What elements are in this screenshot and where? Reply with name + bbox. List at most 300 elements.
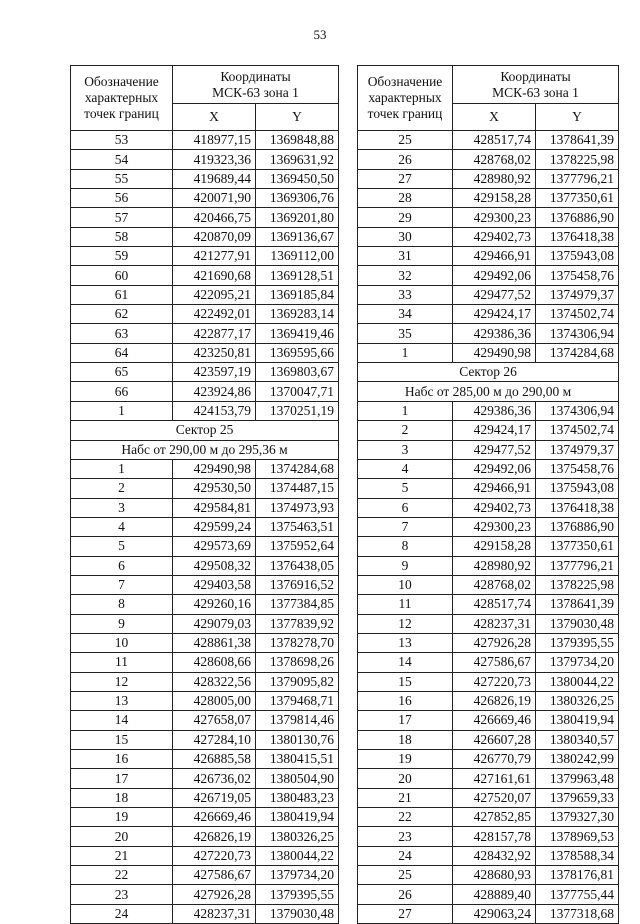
x-coordinate-cell: 429492,06: [453, 459, 536, 478]
coordinates-table-left: [70, 65, 339, 924]
y-coordinate-cell: 1375463,51: [256, 517, 339, 536]
x-coordinate-cell: 429424,17: [453, 421, 536, 440]
x-coordinate-cell: 426736,02: [173, 769, 256, 788]
y-coordinate-cell: 1377839,92: [256, 614, 339, 633]
x-coordinate-cell: 429386,36: [453, 401, 536, 420]
point-number-cell: 21: [71, 846, 173, 865]
point-number-cell: 65: [71, 363, 173, 382]
x-coordinate-cell: 429158,28: [453, 189, 536, 208]
coordinates-header-title: Координаты: [220, 68, 291, 84]
x-coordinate-cell: 429599,24: [173, 517, 256, 536]
point-number-cell: 12: [71, 672, 173, 691]
table-row: [71, 653, 339, 672]
y-coordinate-cell: 1374306,94: [536, 324, 619, 343]
point-number-cell: 32: [358, 266, 453, 285]
section-row: [71, 421, 339, 440]
y-coordinate-cell: 1374979,37: [536, 440, 619, 459]
point-number-cell: 9: [358, 556, 453, 575]
x-coordinate-cell: 429386,36: [453, 324, 536, 343]
x-coordinate-cell: 426669,46: [453, 711, 536, 730]
section-label: Сектор 26: [358, 363, 619, 382]
point-number-cell: 5: [71, 537, 173, 556]
x-coordinate-cell: 422492,01: [173, 305, 256, 324]
x-coordinate-cell: 428861,38: [173, 633, 256, 652]
y-coordinate-cell: 1378176,81: [536, 866, 619, 885]
x-coordinate-cell: 429490,98: [453, 343, 536, 362]
y-coordinate-cell: 1370251,19: [256, 401, 339, 420]
table-row: [71, 691, 339, 710]
x-coordinate-cell: 429424,17: [453, 305, 536, 324]
y-coordinate-cell: 1380044,22: [536, 672, 619, 691]
point-number-cell: 12: [358, 614, 453, 633]
point-number-cell: 18: [71, 788, 173, 807]
y-coordinate-cell: 1379395,55: [536, 633, 619, 652]
y-coordinate-cell: 1374284,68: [536, 343, 619, 362]
table-row: [358, 904, 619, 923]
y-coordinate-cell: 1377796,21: [536, 169, 619, 188]
point-number-cell: 28: [358, 189, 453, 208]
y-coordinate-cell: 1376418,38: [536, 227, 619, 246]
x-coordinate-cell: 422877,17: [173, 324, 256, 343]
point-number-cell: 3: [71, 498, 173, 517]
table-row: [358, 150, 619, 169]
point-number-cell: 15: [71, 730, 173, 749]
point-number-cell: 29: [358, 208, 453, 227]
table-row: [71, 401, 339, 420]
x-coordinate-cell: 423924,86: [173, 382, 256, 401]
y-coordinate-cell: 1374979,37: [536, 285, 619, 304]
x-coordinate-cell: 428432,92: [453, 846, 536, 865]
table-row: [358, 517, 619, 536]
x-coordinate-cell: 426719,05: [173, 788, 256, 807]
y-coordinate-cell: 1375952,64: [256, 537, 339, 556]
x-header: X: [173, 104, 256, 131]
y-coordinate-cell: 1379395,55: [256, 885, 339, 904]
x-coordinate-cell: 427161,61: [453, 769, 536, 788]
point-number-cell: 6: [71, 556, 173, 575]
section-label: Набс от 290,00 м до 295,36 м: [71, 440, 339, 459]
y-coordinate-cell: 1378641,39: [536, 131, 619, 150]
point-number-cell: 21: [358, 788, 453, 807]
table-row: [71, 769, 339, 788]
x-coordinate-cell: 426770,79: [453, 750, 536, 769]
table-row: [358, 440, 619, 459]
point-number-cell: 26: [358, 885, 453, 904]
point-number-cell: 60: [71, 266, 173, 285]
y-coordinate-cell: 1379734,20: [256, 866, 339, 885]
y-coordinate-cell: 1376886,90: [536, 517, 619, 536]
x-coordinate-cell: 429508,32: [173, 556, 256, 575]
x-coordinate-cell: 429300,23: [453, 208, 536, 227]
table-row: [358, 266, 619, 285]
y-coordinate-cell: 1369631,92: [256, 150, 339, 169]
point-number-cell: 19: [358, 750, 453, 769]
x-coordinate-cell: 427586,67: [453, 653, 536, 672]
x-coordinate-cell: 429530,50: [173, 479, 256, 498]
table-row: [71, 750, 339, 769]
y-coordinate-cell: 1376916,52: [256, 575, 339, 594]
header-row: [71, 66, 339, 104]
point-number-cell: 1: [71, 401, 173, 420]
point-number-cell: 6: [358, 498, 453, 517]
table-row: [71, 459, 339, 478]
table-row: [71, 479, 339, 498]
x-coordinate-cell: 429402,73: [453, 498, 536, 517]
table-row: [358, 421, 619, 440]
table-row: [358, 866, 619, 885]
y-coordinate-cell: 1378225,98: [536, 150, 619, 169]
point-number-cell: 13: [71, 691, 173, 710]
table-row: [71, 711, 339, 730]
point-number-cell: 27: [358, 904, 453, 923]
table-row: [71, 904, 339, 923]
y-coordinate-cell: 1379659,33: [536, 788, 619, 807]
table-row: [358, 459, 619, 478]
table-row: [358, 537, 619, 556]
point-number-cell: 4: [358, 459, 453, 478]
point-number-cell: 26: [358, 150, 453, 169]
x-coordinate-cell: 422095,21: [173, 285, 256, 304]
point-number-cell: 64: [71, 343, 173, 362]
section-row: [71, 440, 339, 459]
point-number-cell: 7: [71, 575, 173, 594]
y-coordinate-cell: 1369848,88: [256, 131, 339, 150]
point-designation-header: Обозначение характерных точек границ: [71, 66, 173, 131]
table-row: [358, 479, 619, 498]
coordinates-header: [173, 66, 339, 104]
x-coordinate-cell: 427220,73: [453, 672, 536, 691]
x-coordinate-cell: 427926,28: [453, 633, 536, 652]
table-row: [358, 575, 619, 594]
x-coordinate-cell: 428157,78: [453, 827, 536, 846]
y-coordinate-cell: 1377384,85: [256, 595, 339, 614]
y-coordinate-cell: 1375943,08: [536, 247, 619, 266]
point-number-cell: 34: [358, 305, 453, 324]
y-coordinate-cell: 1379814,46: [256, 711, 339, 730]
y-coordinate-cell: 1379963,48: [536, 769, 619, 788]
coordinates-header-system: МСК-63 зона 1: [492, 84, 579, 100]
y-coordinate-cell: 1375458,76: [536, 266, 619, 285]
x-coordinate-cell: 424153,79: [173, 401, 256, 420]
table-row: [71, 498, 339, 517]
table-row: [358, 769, 619, 788]
table-row: [358, 653, 619, 672]
point-number-cell: 8: [358, 537, 453, 556]
x-coordinate-cell: 429466,91: [453, 247, 536, 266]
y-coordinate-cell: 1380340,57: [536, 730, 619, 749]
x-coordinate-cell: 429063,24: [453, 904, 536, 923]
table-row: [358, 730, 619, 749]
point-number-cell: 9: [71, 614, 173, 633]
table-row: [71, 595, 339, 614]
table-row: [71, 808, 339, 827]
point-number-cell: 4: [71, 517, 173, 536]
coordinates-header-system: МСК-63 зона 1: [212, 84, 299, 100]
point-number-cell: 11: [71, 653, 173, 672]
x-coordinate-cell: 419689,44: [173, 169, 256, 188]
table-row: [358, 169, 619, 188]
table-row: [71, 208, 339, 227]
point-number-cell: 63: [71, 324, 173, 343]
table-row: [358, 827, 619, 846]
x-coordinate-cell: 420870,09: [173, 227, 256, 246]
point-number-cell: 24: [71, 904, 173, 923]
point-number-cell: 27: [358, 169, 453, 188]
point-number-cell: 22: [358, 808, 453, 827]
table-right-body: [358, 66, 619, 924]
y-coordinate-cell: 1369306,76: [256, 189, 339, 208]
y-coordinate-cell: 1379734,20: [536, 653, 619, 672]
y-coordinate-cell: 1377755,44: [536, 885, 619, 904]
x-coordinate-cell: 420466,75: [173, 208, 256, 227]
y-coordinate-cell: 1369450,50: [256, 169, 339, 188]
table-row: [71, 363, 339, 382]
y-coordinate-cell: 1378588,34: [536, 846, 619, 865]
table-row: [71, 788, 339, 807]
x-coordinate-cell: 428517,74: [453, 595, 536, 614]
y-coordinate-cell: 1378225,98: [536, 575, 619, 594]
y-coordinate-cell: 1380326,25: [256, 827, 339, 846]
y-coordinate-cell: 1379030,48: [256, 904, 339, 923]
x-coordinate-cell: 429492,06: [453, 266, 536, 285]
table-row: [358, 401, 619, 420]
y-coordinate-cell: 1369803,67: [256, 363, 339, 382]
table-row: [71, 305, 339, 324]
x-coordinate-cell: 429490,98: [173, 459, 256, 478]
section-row: [358, 363, 619, 382]
table-row: [71, 537, 339, 556]
y-header: Y: [536, 104, 619, 131]
y-coordinate-cell: 1369283,14: [256, 305, 339, 324]
x-coordinate-cell: 429079,03: [173, 614, 256, 633]
point-number-cell: 56: [71, 189, 173, 208]
section-row: [358, 382, 619, 401]
section-label: Набс от 285,00 м до 290,00 м: [358, 382, 619, 401]
point-number-cell: 1: [358, 401, 453, 420]
table-row: [358, 846, 619, 865]
table-row: [71, 266, 339, 285]
y-coordinate-cell: 1380044,22: [256, 846, 339, 865]
y-coordinate-cell: 1377350,61: [536, 537, 619, 556]
y-coordinate-cell: 1380419,94: [536, 711, 619, 730]
point-number-cell: 66: [71, 382, 173, 401]
table-row: [71, 885, 339, 904]
point-number-cell: 61: [71, 285, 173, 304]
table-row: [71, 517, 339, 536]
y-coordinate-cell: 1379030,48: [536, 614, 619, 633]
section-label: Сектор 25: [71, 421, 339, 440]
x-coordinate-cell: 427284,10: [173, 730, 256, 749]
x-coordinate-cell: 419323,36: [173, 150, 256, 169]
table-row: [358, 227, 619, 246]
point-number-cell: 62: [71, 305, 173, 324]
y-coordinate-cell: 1380419,94: [256, 808, 339, 827]
point-number-cell: 20: [71, 827, 173, 846]
x-coordinate-cell: 428237,31: [173, 904, 256, 923]
y-coordinate-cell: 1375458,76: [536, 459, 619, 478]
point-number-cell: 23: [358, 827, 453, 846]
page-number: 53: [313, 27, 327, 42]
point-number-cell: 31: [358, 247, 453, 266]
y-coordinate-cell: 1374284,68: [256, 459, 339, 478]
table-row: [358, 131, 619, 150]
y-coordinate-cell: 1380415,51: [256, 750, 339, 769]
point-number-cell: 58: [71, 227, 173, 246]
point-number-cell: 59: [71, 247, 173, 266]
table-row: [358, 711, 619, 730]
x-coordinate-cell: 428608,66: [173, 653, 256, 672]
x-coordinate-cell: 421277,91: [173, 247, 256, 266]
table-row: [71, 324, 339, 343]
table-row: [358, 247, 619, 266]
point-number-cell: 8: [71, 595, 173, 614]
y-coordinate-cell: 1374502,74: [536, 421, 619, 440]
x-coordinate-cell: 429584,81: [173, 498, 256, 517]
table-row: [71, 150, 339, 169]
x-coordinate-cell: 421690,68: [173, 266, 256, 285]
point-number-cell: 13: [358, 633, 453, 652]
y-coordinate-cell: 1374973,93: [256, 498, 339, 517]
table-row: [358, 691, 619, 710]
point-number-cell: 7: [358, 517, 453, 536]
point-number-cell: 11: [358, 595, 453, 614]
table-row: [71, 227, 339, 246]
x-coordinate-cell: 429260,16: [173, 595, 256, 614]
y-coordinate-cell: 1377318,68: [536, 904, 619, 923]
point-number-cell: 5: [358, 479, 453, 498]
point-number-cell: 55: [71, 169, 173, 188]
table-row: [358, 595, 619, 614]
y-coordinate-cell: 1380326,25: [536, 691, 619, 710]
y-coordinate-cell: 1376886,90: [536, 208, 619, 227]
table-row: [71, 343, 339, 362]
x-coordinate-cell: 426669,46: [173, 808, 256, 827]
table-row: [71, 169, 339, 188]
x-coordinate-cell: 427520,07: [453, 788, 536, 807]
x-coordinate-cell: 420071,90: [173, 189, 256, 208]
x-coordinate-cell: 429466,91: [453, 479, 536, 498]
table-row: [71, 866, 339, 885]
x-coordinate-cell: 428889,40: [453, 885, 536, 904]
point-number-cell: 54: [71, 150, 173, 169]
table-row: [358, 285, 619, 304]
x-coordinate-cell: 428980,92: [453, 169, 536, 188]
x-coordinate-cell: 428517,74: [453, 131, 536, 150]
table-row: [358, 498, 619, 517]
point-number-cell: 22: [71, 866, 173, 885]
table-row: [71, 189, 339, 208]
y-coordinate-cell: 1370047,71: [256, 382, 339, 401]
y-coordinate-cell: 1378641,39: [536, 595, 619, 614]
x-coordinate-cell: 426607,28: [453, 730, 536, 749]
table-row: [71, 247, 339, 266]
table-row: [71, 556, 339, 575]
point-number-cell: 23: [71, 885, 173, 904]
table-row: [71, 730, 339, 749]
coordinates-header-title: Координаты: [500, 68, 571, 84]
table-row: [358, 324, 619, 343]
y-coordinate-cell: 1378698,26: [256, 653, 339, 672]
point-number-cell: 24: [358, 846, 453, 865]
x-coordinate-cell: 429573,69: [173, 537, 256, 556]
table-row: [71, 614, 339, 633]
table-row: [71, 672, 339, 691]
y-coordinate-cell: 1377350,61: [536, 189, 619, 208]
point-number-cell: 18: [358, 730, 453, 749]
x-coordinate-cell: 427220,73: [173, 846, 256, 865]
x-coordinate-cell: 428680,93: [453, 866, 536, 885]
point-number-cell: 20: [358, 769, 453, 788]
x-coordinate-cell: 429158,28: [453, 537, 536, 556]
x-coordinate-cell: 429402,73: [453, 227, 536, 246]
table-row: [358, 788, 619, 807]
point-number-cell: 15: [358, 672, 453, 691]
x-coordinate-cell: 428005,00: [173, 691, 256, 710]
y-coordinate-cell: 1379095,82: [256, 672, 339, 691]
x-coordinate-cell: 429403,58: [173, 575, 256, 594]
x-coordinate-cell: 428768,02: [453, 150, 536, 169]
y-coordinate-cell: 1376438,05: [256, 556, 339, 575]
table-row: [358, 672, 619, 691]
y-coordinate-cell: 1374502,74: [536, 305, 619, 324]
x-coordinate-cell: 423597,19: [173, 363, 256, 382]
point-number-cell: 14: [71, 711, 173, 730]
table-row: [358, 750, 619, 769]
x-coordinate-cell: 427852,85: [453, 808, 536, 827]
point-number-cell: 1: [358, 343, 453, 362]
x-header: X: [453, 104, 536, 131]
x-coordinate-cell: 429477,52: [453, 440, 536, 459]
y-coordinate-cell: 1379468,71: [256, 691, 339, 710]
header-row: [358, 66, 619, 104]
table-row: [358, 614, 619, 633]
y-coordinate-cell: 1380483,23: [256, 788, 339, 807]
table-row: [71, 575, 339, 594]
point-number-cell: 17: [358, 711, 453, 730]
y-coordinate-cell: 1369201,80: [256, 208, 339, 227]
x-coordinate-cell: 426826,19: [173, 827, 256, 846]
x-coordinate-cell: 427586,67: [173, 866, 256, 885]
point-number-cell: 17: [71, 769, 173, 788]
y-coordinate-cell: 1374306,94: [536, 401, 619, 420]
point-number-cell: 10: [358, 575, 453, 594]
y-header: Y: [256, 104, 339, 131]
y-coordinate-cell: 1378278,70: [256, 633, 339, 652]
point-number-cell: 25: [358, 866, 453, 885]
point-number-cell: 33: [358, 285, 453, 304]
table-row: [71, 846, 339, 865]
x-coordinate-cell: 429300,23: [453, 517, 536, 536]
point-number-cell: 57: [71, 208, 173, 227]
y-coordinate-cell: 1369128,51: [256, 266, 339, 285]
point-number-cell: 1: [71, 459, 173, 478]
y-coordinate-cell: 1375943,08: [536, 479, 619, 498]
table-row: [358, 633, 619, 652]
x-coordinate-cell: 418977,15: [173, 131, 256, 150]
x-coordinate-cell: 427658,07: [173, 711, 256, 730]
table-row: [71, 382, 339, 401]
point-number-cell: 35: [358, 324, 453, 343]
table-row: [358, 305, 619, 324]
point-number-cell: 30: [358, 227, 453, 246]
y-coordinate-cell: 1369136,67: [256, 227, 339, 246]
point-number-cell: 14: [358, 653, 453, 672]
table-row: [358, 208, 619, 227]
point-number-cell: 19: [71, 808, 173, 827]
point-number-cell: 10: [71, 633, 173, 652]
y-coordinate-cell: 1369595,66: [256, 343, 339, 362]
y-coordinate-cell: 1376418,38: [536, 498, 619, 517]
